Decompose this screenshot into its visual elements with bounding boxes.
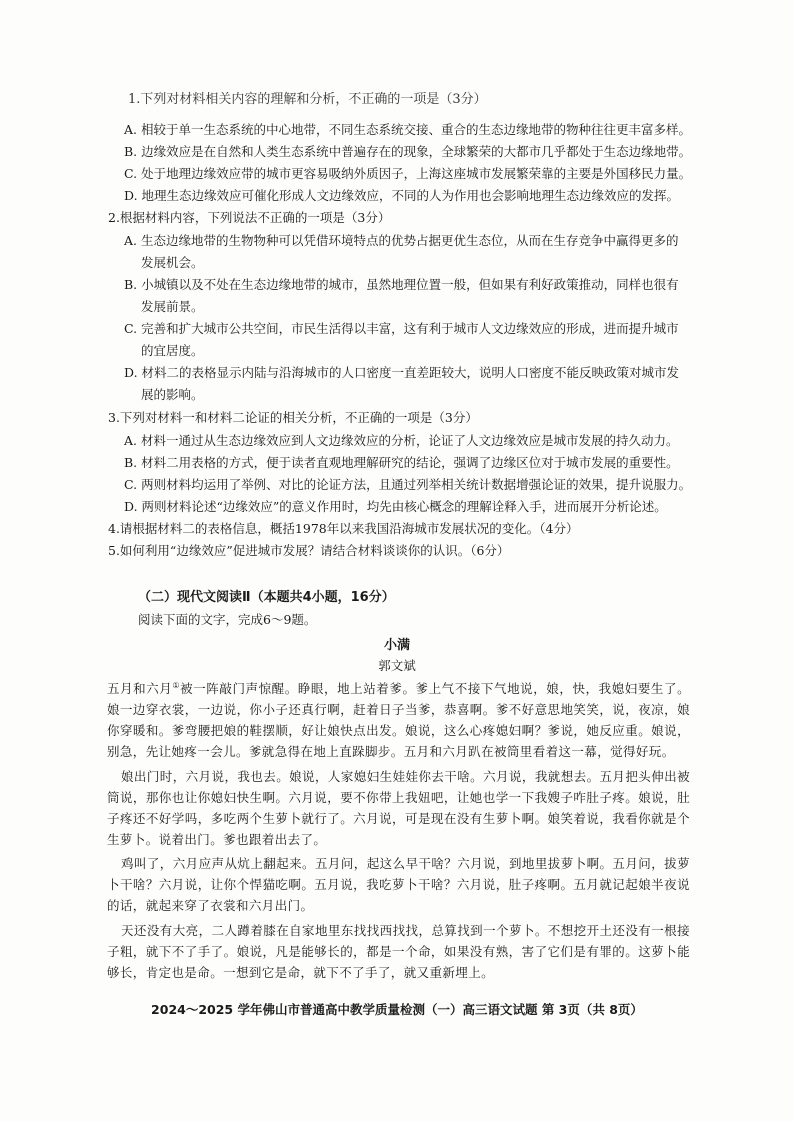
page-footer: 2024～2025 学年佛山市普通高中教学质量检测（一）高三语文试题 第 3页（共 8页） — [151, 1002, 643, 1017]
footnote-marker: ① — [172, 680, 181, 690]
story-paragraph-3: 鸡叫了，六月应声从炕上翻起来。五月问，起这么早干啥？六月说，到地里拔萝卜啊。五月问，拔萝卜干啥？六月说，让你个悍猫吃啊。五月说，我吃萝卜干啥？六月说，肚子疼啊。五月就记起娘半夜说的话，就起来穿了衣裳和六月出门。 — [107, 856, 690, 913]
cut-off-question-stem: 1.下列对材料相关内容的理解和分析，不正确的一项是（3分） — [128, 92, 487, 107]
q3-stem: 3.下列对材料一和材料二论证的相关分析，不正确的一项是（3分） — [108, 410, 478, 425]
q2-option-c-line1: C. 完善和扩大城市公共空间，市民生活得以丰富，这有利于城市人文边缘效应的形成，进而提升城市 — [124, 321, 679, 336]
q3-option-a: A. 材料一通过从生态边缘效应到人文边缘效应的分析，论证了人文边缘效应是城市发展的持久动力。 — [124, 433, 679, 448]
q1-option-c: C. 处于地理边缘效应带的城市更容易吸纳外质因子，上海这座城市发展繁荣靠的主要是外国移民力量。 — [124, 166, 692, 181]
q2-option-b-line2: 发展前景。 — [141, 299, 204, 314]
q2-stem: 2.根据材料内容，下列说法不正确的一项是（3分） — [108, 210, 391, 225]
story-paragraph-1: 五月和六月①被一阵敲门声惊醒。睁眼，地上站着爹。爹上气不接下气地说，娘，快，我媳妇要生了。娘一边穿衣裳，一边说，你小子还真行啊，赶着日子当爹，恭喜啊。爹不好意思地笑笑，说，夜凉，娘你穿暖和。爹弯腰把娘的鞋摆顺，好让娘快点出发。娘说，这么心疼媳妇啊？爹说，她反应重。娘说，别急，先让她疼一会儿。爹就急得在地上直跺脚步。五月和六月趴在被筒里看着这一幕，觉得好玩。 — [107, 680, 690, 759]
q2-option-b-line1: B. 小城镇以及不处在生态边缘地带的城市，虽然地理位置一般，但如果有利好政策推动，同样也很有 — [124, 277, 679, 292]
q1-option-b: B. 边缘效应是在自然和人类生态系统中普遍存在的现象，全球繁荣的大都市几乎都处于生态边缘地带。 — [124, 144, 692, 159]
q1-option-d: D. 地理生态边缘效应可催化形成人文边缘效应，不同的人为作用也会影响地理生态边缘效应的发挥。 — [124, 188, 680, 203]
q2-option-c-line2: 的宜居度。 — [141, 343, 204, 358]
q3-option-d: D. 两则材料论述“边缘效应”的意义作用时，均先由核心概念的理解诠释入手，进而展开分析论述。 — [124, 499, 667, 514]
q4: 4.请根据材料二的表格信息，概括1978年以来我国沿海城市发展状况的变化。（4分） — [108, 521, 579, 536]
story-author: 郭文斌 — [378, 658, 416, 673]
q2-option-d-line2: 展的影响。 — [141, 387, 204, 402]
story-title: 小满 — [383, 638, 410, 653]
q3-option-b: B. 材料二用表格的方式，便于读者直观地理解研究的结论，强调了边缘区位对于城市发展的重要性。 — [124, 455, 679, 470]
story-paragraph-4: 天还没有大亮，二人蹲着膝在自家地里东找找西找找，总算找到一个萝卜。不想挖开土还没有一根接子粗，就下不了手了。娘说，凡是能够长的，都是一个命，如果没有熟，害了它们是有罪的。这萝卜能够长，肯定也是命。一想到它是命，就下不了手了，就又重新埋上。 — [107, 923, 690, 980]
reading-instruction: 阅读下面的文字，完成6～9题。 — [138, 612, 317, 627]
q2-option-d-line1: D. 材料二的表格显示内陆与沿海城市的人口密度一直差距较大，说明人口密度不能反映政策对城市发 — [124, 365, 680, 380]
q1-option-a: A. 相较于单一生态系统的中心地带，不同生态系统交接、重合的生态边缘地带的物种往往更丰富多样。 — [124, 122, 691, 137]
q3-option-c: C. 两则材料均运用了举例、对比的论证方法，且通过列举相关统计数据增强论证的效果，提升说服力。 — [124, 477, 692, 492]
q2-option-a-line2: 发展机会。 — [141, 255, 204, 270]
story-paragraph-2: 娘出门时，六月说，我也去。娘说，人家媳妇生娃娃你去干啥。六月说，我就想去。五月把头伸出被筒说，那你也让你媳妇快生啊。六月说，要不你带上我妞吧，让她也学一下我嫂子咋肚子疼。娘说，肚子疼还不好学吗，多吃两个生萝卜就行了。六月说，可是现在没有生萝卜啊。娘笑着说，我看你就是个生萝卜。说着出门。爹也跟着出去了。 — [107, 769, 690, 847]
q5: 5.如何利用“边缘效应”促进城市发展？请结合材料谈谈你的认识。（6分） — [108, 543, 510, 558]
section-heading: （二）现代文阅读Ⅱ（本题共4小题，16分） — [138, 590, 395, 605]
q2-option-a-line1: A. 生态边缘地带的生物物种可以凭借环境特点的优势占据更优生态位，从而在生存竞争中赢得更多的 — [124, 233, 679, 248]
